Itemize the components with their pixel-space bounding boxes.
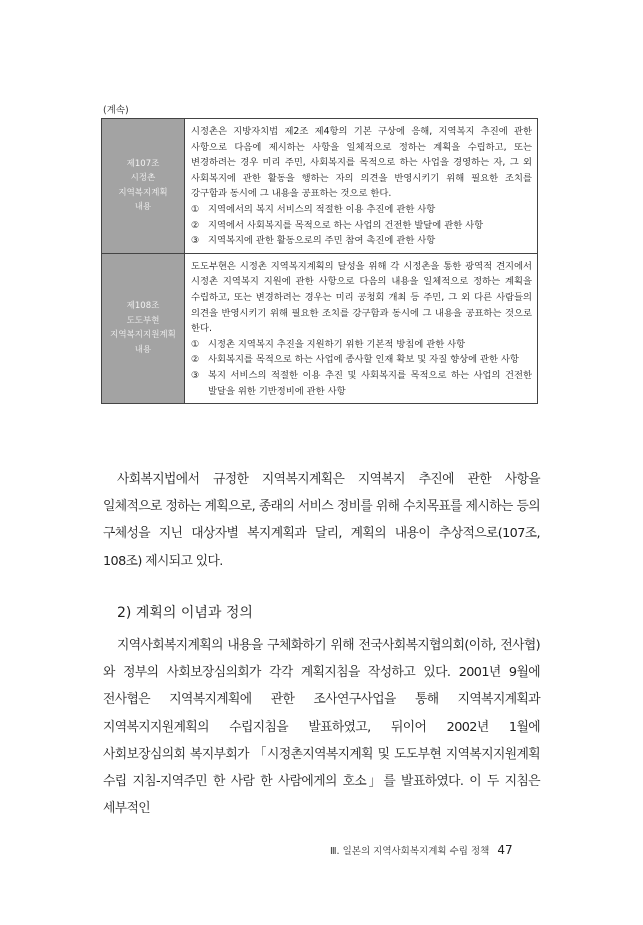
row-body-107 bbox=[185, 119, 538, 254]
heading-line: 내용 bbox=[134, 344, 152, 355]
list-item bbox=[191, 368, 532, 399]
item-text: 지역에서의 복지 서비스의 적절한 이용 추진에 관한 사항 bbox=[208, 203, 436, 215]
heading-line: 시정촌 bbox=[130, 173, 156, 184]
paragraph-text: 사회복지법에서 규정한 지역복지계획은 지역복지 추진에 관한 사항을 일체적으로 정하는 계획으로, 종래의 서비스 정비를 위해 수치목표를 제시하는 등의 구체성을 지닌 대상자별 복지계획과 달리, 계획의 내용이 추상적으로(107조, 108조) 제시되고 있다. bbox=[103, 472, 540, 569]
heading-line: 지역복지지원계획 bbox=[110, 330, 176, 341]
item-number: ② bbox=[191, 354, 200, 366]
item-text: 시정촌 지역복지 추진을 지원하기 위한 기본적 방침에 관한 사항 bbox=[208, 338, 466, 350]
heading-line: 내용 bbox=[134, 202, 152, 213]
table-row-108 bbox=[102, 253, 538, 403]
row-heading-107 bbox=[102, 119, 185, 254]
list-item bbox=[191, 337, 532, 353]
heading-line: 제107조 bbox=[126, 158, 160, 169]
page-number: 47 bbox=[497, 843, 513, 857]
law-table bbox=[101, 118, 538, 404]
list-item bbox=[191, 218, 532, 234]
row-intro-text: 시정촌은 지방자치법 제2조 제4항의 기본 구상에 응해, 지역복지 추진에 관한 사항으로 다음에 제시하는 사항을 일체적으로 정하는 계획을 수립하고, 또는 변경하려는 경우 미리 주민, 사회복지를 목적으로 하는 사업을 경영하는 자, 그 외 사회복지에 관한 활동을 행하는 자의 의견을 반영시키기 위해 필요한 조치를 강구함과 동시에 그 내용을 공표하는 것으로 한다. bbox=[191, 126, 532, 200]
item-number: ③ bbox=[191, 235, 200, 247]
list-item bbox=[191, 352, 532, 368]
paragraph-text: 지역사회복지계획의 내용을 구체화하기 위해 전국사회복지협의회(이하, 전사협)와 정부의 사회보장심의회가 각각 계획지침을 작성하고 있다. 2001년 9월에 전사협은 지역복지계획에 관한 조사연구사업을 통해 지역복지계획과 지역복지지원계획의 수립지침을 발표하였고, 뒤이어 2002년 1월에 사회보장심의회 복지부회가 「시정촌지역복지계획 및 도도부현 지역복지지원계획 수립 지침-지역주민 한 사람 한 사람에게의 호소」를 발표하였다. 이 두 지침은 세부적인 bbox=[103, 638, 540, 817]
row-intro-text: 도도부현은 시정촌 지역복지계획의 달성을 위해 각 시정촌을 통한 광역적 견지에서 시정촌 지역복지 지원에 관한 사항으로 다음의 내용을 일체적으로 정하는 계획을 수립하고, 또는 변경하려는 경우는 미리 공청회 개최 등 주민, 그 외 다른 사람들의 의견을 반영시키기 위해 필요한 조치를 강구함과 동시에 그 내용을 공표하는 것으로 한다. bbox=[191, 260, 532, 335]
row-body-108 bbox=[185, 253, 538, 403]
item-text: 지역복지에 관한 활동으로의 주민 참여 촉진에 관한 사항 bbox=[208, 235, 436, 247]
item-text: 지역에서 사회복지를 목적으로 하는 사업의 건전한 발달에 관한 사항 bbox=[208, 219, 484, 231]
heading-line: 도도부현 bbox=[126, 315, 160, 326]
body-paragraph-1 bbox=[103, 466, 540, 575]
page-footer bbox=[330, 843, 513, 857]
heading-line: 제108조 bbox=[126, 301, 160, 312]
item-text: 복지 서비스의 적절한 이용 추진 및 사회복지를 목적으로 하는 사업의 건전한 발달을 위한 기반정비에 관한 사항 bbox=[208, 369, 532, 397]
body-paragraph-2 bbox=[103, 632, 540, 822]
row-heading-108 bbox=[102, 253, 185, 403]
list-item bbox=[191, 233, 532, 249]
item-number: ② bbox=[191, 219, 200, 231]
item-number: ③ bbox=[191, 369, 200, 381]
heading-line: 지역복지계획 bbox=[118, 187, 168, 198]
chapter-title: Ⅲ. 일본의 지역사회복지계획 수립 정책 bbox=[330, 846, 490, 857]
item-text: 사회복지를 목적으로 하는 사업에 종사할 인재 확보 및 자질 향상에 관한 사항 bbox=[208, 354, 519, 366]
table-row-107 bbox=[102, 119, 538, 254]
continued-label: (계속) bbox=[103, 105, 129, 116]
list-item bbox=[191, 202, 532, 218]
section-title: 2) 계획의 이념과 정의 bbox=[117, 605, 253, 621]
item-number: ① bbox=[191, 338, 200, 350]
item-number: ① bbox=[191, 203, 200, 215]
